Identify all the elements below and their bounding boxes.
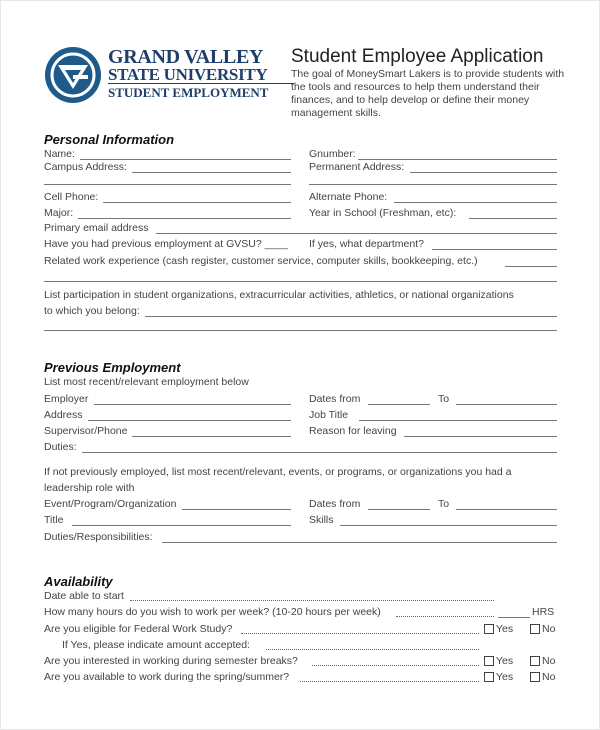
participation-field[interactable] — [145, 316, 557, 317]
related-experience-label: Related work experience (cash register, customer service, computer skills, bookkeeping, etc.) — [44, 255, 478, 267]
federal-work-study-no-checkbox[interactable] — [530, 624, 540, 634]
year-in-school-field[interactable] — [469, 218, 557, 219]
duties-field[interactable] — [82, 452, 557, 453]
dates-to-field[interactable] — [456, 404, 557, 405]
address-label: Address — [44, 409, 83, 421]
date-start-field[interactable] — [130, 600, 494, 601]
hours-leader — [396, 616, 494, 617]
title-field[interactable] — [72, 525, 291, 526]
dates-from-label: Dates from — [309, 393, 361, 405]
reason-for-leaving-field[interactable] — [404, 436, 557, 437]
address-field[interactable] — [88, 420, 291, 421]
spring-summer-question: Are you available to work during the spring/summer? — [44, 671, 290, 683]
gnumber-field[interactable] — [358, 159, 557, 160]
major-field[interactable] — [78, 218, 291, 219]
previous-employment-heading: Previous Employment — [44, 360, 181, 375]
employer-field[interactable] — [94, 404, 291, 405]
event-program-field[interactable] — [182, 509, 291, 510]
personal-information-heading: Personal Information — [44, 132, 175, 147]
duties-label: Duties: — [44, 441, 77, 453]
semester-breaks-no-checkbox[interactable] — [530, 656, 540, 666]
spring-summer-yes-checkbox[interactable] — [484, 672, 494, 682]
federal-work-study-no-label: No — [542, 623, 556, 635]
availability-heading: Availability — [44, 574, 113, 589]
hours-field[interactable] — [498, 617, 530, 618]
federal-work-study-yes-checkbox[interactable] — [484, 624, 494, 634]
cell-phone-label: Cell Phone: — [44, 191, 99, 203]
participation-label-2: to which you belong: — [44, 305, 140, 317]
intro-text: The goal of MoneySmart Lakers is to provide students with the tools and resources to help them understand their finances, and to help develop or define their money management skills. — [291, 68, 565, 119]
job-title-field[interactable] — [359, 420, 557, 421]
major-label: Major: — [44, 207, 74, 219]
semester-breaks-question: Are you interested in working during semester breaks? — [44, 655, 298, 667]
hrs-label: HRS — [532, 606, 555, 618]
federal-work-study-yes-label: Yes — [496, 623, 514, 635]
duties-responsibilities-field[interactable] — [162, 542, 557, 543]
department-field[interactable] — [432, 249, 557, 250]
participation-label-1: List participation in student organizations, extracurricular activities, athletics, or national organizations — [44, 289, 514, 301]
spring-summer-yes-label: Yes — [496, 671, 514, 683]
gnumber-label: Gnumber: — [309, 148, 356, 160]
alternate-phone-field[interactable] — [394, 202, 557, 203]
campus-address-label: Campus Address: — [44, 161, 127, 173]
cell-phone-field[interactable] — [103, 202, 291, 203]
primary-email-field[interactable] — [156, 233, 557, 234]
federal-work-study-leader — [241, 633, 479, 634]
department-label: If yes, what department? — [309, 238, 424, 250]
date-start-label: Date able to start — [44, 590, 124, 602]
primary-email-label: Primary email address — [44, 222, 149, 234]
logo-line-3: STUDENT EMPLOYMENT — [108, 85, 269, 100]
logo-line-2: STATE UNIVERSITY — [108, 65, 268, 84]
hours-question: How many hours do you wish to work per week? (10-20 hours per week) — [44, 606, 381, 618]
previous-employment-question: Have you had previous employment at GVSU? ____ — [44, 238, 288, 250]
event-dates-from-label: Dates from — [309, 498, 361, 510]
gvsu-logo — [44, 46, 269, 110]
event-dates-to-label: To — [438, 498, 450, 510]
permanent-address-label: Permanent Address: — [309, 161, 405, 173]
skills-label: Skills — [309, 514, 334, 526]
related-experience-field-line-2[interactable] — [44, 281, 557, 282]
supervisor-phone-field[interactable] — [132, 436, 291, 437]
page-title: Student Employee Application — [291, 46, 544, 67]
supervisor-phone-label: Supervisor/Phone — [44, 425, 128, 437]
campus-address-field[interactable] — [132, 172, 291, 173]
dates-to-label: To — [438, 393, 450, 405]
spring-summer-no-checkbox[interactable] — [530, 672, 540, 682]
logo-line-1: GRAND VALLEY — [108, 46, 264, 68]
amount-accepted-field[interactable] — [266, 649, 479, 650]
event-program-label: Event/Program/Organization — [44, 498, 177, 510]
related-experience-field[interactable] — [505, 266, 557, 267]
not-employed-instruction-2: leadership role with — [44, 482, 135, 494]
name-field[interactable] — [80, 159, 291, 160]
participation-field-line-2[interactable] — [44, 330, 557, 331]
semester-breaks-yes-checkbox[interactable] — [484, 656, 494, 666]
gvsu-emblem-icon — [44, 46, 102, 104]
event-dates-to-field[interactable] — [456, 509, 557, 510]
reason-for-leaving-label: Reason for leaving — [309, 425, 397, 437]
previous-employment-instruction: List most recent/relevant employment below — [44, 376, 249, 388]
duties-responsibilities-label: Duties/Responsibilities: — [44, 531, 153, 543]
year-in-school-label: Year in School (Freshman, etc): — [309, 207, 457, 219]
logo-rule — [108, 83, 294, 84]
federal-work-study-question: Are you eligible for Federal Work Study? — [44, 623, 233, 635]
event-dates-from-field[interactable] — [368, 509, 430, 510]
employer-label: Employer — [44, 393, 89, 405]
skills-field[interactable] — [340, 525, 557, 526]
name-label: Name: — [44, 148, 75, 160]
dates-from-field[interactable] — [368, 404, 430, 405]
semester-breaks-leader — [312, 665, 479, 666]
semester-breaks-no-label: No — [542, 655, 556, 667]
amount-accepted-label: If Yes, please indicate amount accepted: — [62, 639, 250, 651]
title-label: Title — [44, 514, 64, 526]
job-title-label: Job Title — [309, 409, 349, 421]
not-employed-instruction-1: If not previously employed, list most recent/relevant, events, or programs, or organizations you had a — [44, 466, 512, 478]
semester-breaks-yes-label: Yes — [496, 655, 514, 667]
alternate-phone-label: Alternate Phone: — [309, 191, 388, 203]
permanent-address-field[interactable] — [410, 172, 557, 173]
spring-summer-no-label: No — [542, 671, 556, 683]
campus-address-field-line-2[interactable] — [44, 184, 291, 185]
permanent-address-field-line-2[interactable] — [309, 184, 557, 185]
spring-summer-leader — [300, 681, 479, 682]
